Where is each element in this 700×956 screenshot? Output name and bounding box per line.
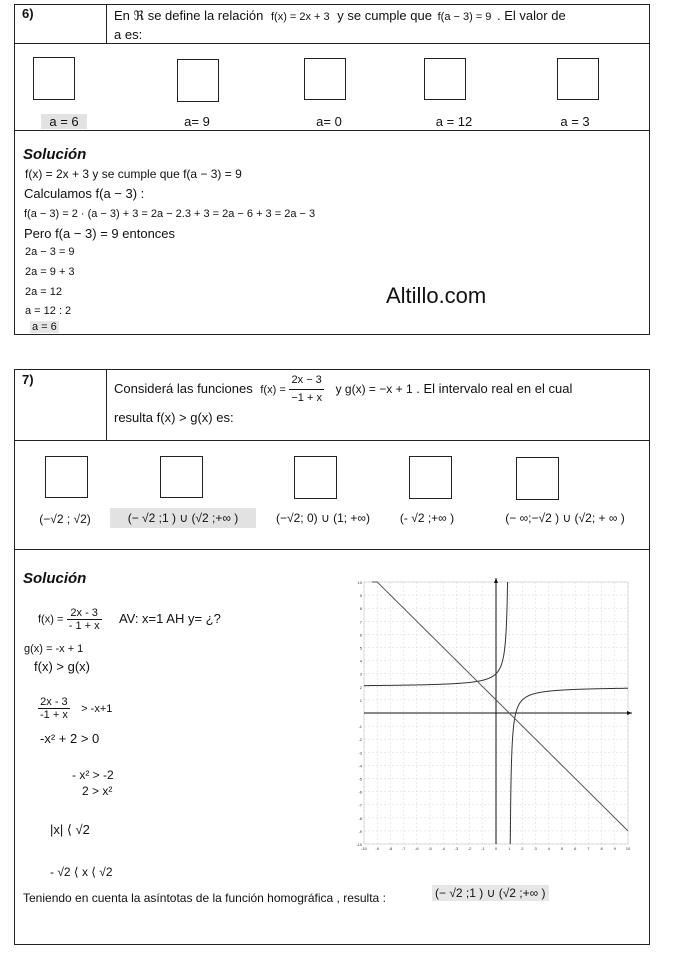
y-tick-label: 6 xyxy=(359,632,362,638)
q7-option-2-label: (− √2 ;1 ) ∪ (√2 ;+∞ ) xyxy=(110,508,256,528)
y-tick-label: -9 xyxy=(358,828,362,834)
q7-option-3-label: (−√2; 0) ∪ (1; +∞) xyxy=(276,511,370,525)
q7-option-4-label: (- √2 ;+∞ ) xyxy=(399,511,455,525)
q7-f-definition xyxy=(38,607,221,632)
q6-option-3-checkbox[interactable] xyxy=(304,58,346,100)
q6-option-4-checkbox[interactable] xyxy=(424,58,466,100)
y-tick-label: -3 xyxy=(358,750,362,756)
q7-option-5-label: (− ∞;−√2 ) ∪ (√2; + ∞ ) xyxy=(505,511,625,525)
y-tick-label: 4 xyxy=(359,658,362,664)
q7-number: 7) xyxy=(22,372,34,387)
y-tick-label: -10 xyxy=(356,842,362,847)
q7-f-numerator2: 2x - 3 xyxy=(67,607,102,620)
q7-option-5-checkbox[interactable] xyxy=(516,457,559,500)
q6-option-5-label: a = 3 xyxy=(560,114,590,129)
graph-ticks xyxy=(356,580,631,851)
y-tick-label: -8 xyxy=(358,815,362,821)
q7-asymptotes: AV: x=1 AH y= ¿? xyxy=(118,610,221,626)
q6-line-6: 2a = 9 + 3 xyxy=(25,266,75,278)
q6-option-5-checkbox[interactable] xyxy=(557,58,599,100)
q7-header-divider xyxy=(106,369,107,441)
x-tick-label: -2 xyxy=(467,846,472,851)
q7-solution-title: Solución xyxy=(23,570,87,587)
q6-text-a: En ℜ se define la relación xyxy=(114,8,264,23)
q7-option-1-checkbox[interactable] xyxy=(45,456,88,498)
q7-ineq5: |x| ⟨ √2 xyxy=(50,822,90,837)
q6-line-9: a = 6 xyxy=(32,321,57,333)
x-tick-label: 0 xyxy=(494,846,498,851)
graph-g-line xyxy=(372,582,628,831)
q6-header-divider xyxy=(106,4,107,44)
y-tick-label: 2 xyxy=(359,684,362,690)
y-tick-label: -2 xyxy=(358,737,362,743)
q6-option-2-label: a= 9 xyxy=(184,114,210,129)
q7-g-text: y g(x) = −x + 1 xyxy=(335,381,413,396)
q6-text-fa: f(a − 3) = 9 xyxy=(437,11,492,23)
x-tick-label: 2 xyxy=(521,846,524,851)
q7-frac3-numerator: 2x - 3 xyxy=(38,696,70,709)
x-tick-label: -6 xyxy=(415,846,419,851)
q6-statement xyxy=(114,7,644,43)
q6-text-b: y se cumple que xyxy=(337,8,432,23)
q7-text-c: resulta f(x) > g(x) es: xyxy=(114,410,234,425)
y-tick-label: 7 xyxy=(359,619,362,625)
y-tick-label: -6 xyxy=(358,789,362,795)
q7-ineq2-rhs: > -x+1 xyxy=(81,702,113,715)
x-tick-label: 9 xyxy=(613,846,616,851)
q6-option-1-checkbox[interactable] xyxy=(33,57,75,100)
q6-line-8: a = 12 : 2 xyxy=(25,305,72,317)
x-tick-label: 3 xyxy=(534,846,537,851)
x-tick-label: -7 xyxy=(401,846,406,851)
y-tick-label: 3 xyxy=(359,671,362,677)
x-tick-label: -10 xyxy=(361,846,367,851)
y-tick-label: -7 xyxy=(358,802,362,808)
x-tick-label: 10 xyxy=(625,846,631,851)
q6-option-1-label: a = 6 xyxy=(41,114,87,129)
q7-option-1-label: (−√2 ; √2) xyxy=(39,512,91,526)
q7-conclusion: Teniendo en cuenta la asíntotas de la función homográfica , resulta : xyxy=(23,891,386,905)
q7-ineq4a: - x² > -2 xyxy=(72,768,114,782)
q7-ineq1: f(x) > g(x) xyxy=(34,659,90,674)
q7-f-numerator: 2x − 3 xyxy=(289,372,324,390)
x-tick-label: 8 xyxy=(600,846,603,851)
q6-option-2-checkbox[interactable] xyxy=(177,59,219,102)
x-tick-label: 5 xyxy=(560,846,564,851)
q7-ineq4b: 2 > x² xyxy=(82,784,113,798)
q7-text-a: Considerá las funciones xyxy=(114,380,253,396)
q7-ineq3: -x² + 2 > 0 xyxy=(40,731,100,746)
x-tick-label: -8 xyxy=(388,846,393,851)
q6-solution-title: Solución xyxy=(23,146,87,163)
q7-g-line: g(x) = -x + 1 xyxy=(24,643,84,655)
x-tick-label: -5 xyxy=(428,846,432,851)
y-tick-label: 9 xyxy=(359,593,362,599)
y-tick-label: -5 xyxy=(358,776,362,782)
q7-ineq6: - √2 ⟨ x ⟨ √2 xyxy=(50,865,113,879)
q7-f-denominator2: - 1 + x xyxy=(68,620,100,632)
x-tick-label: 6 xyxy=(574,846,577,851)
q6-line-2: Calculamos f(a − 3) : xyxy=(24,186,145,201)
q7-answer: (− √2 ;1 ) ∪ (√2 ;+∞ ) xyxy=(432,885,549,901)
q6-number: 6) xyxy=(22,6,34,21)
q7-statement-line1 xyxy=(114,372,644,407)
y-tick-label: -1 xyxy=(358,724,362,730)
function-graph xyxy=(352,576,634,851)
q7-f-label2: f(x) = xyxy=(38,613,64,626)
q6-option-3-label: a= 0 xyxy=(316,114,342,129)
y-tick-label: 5 xyxy=(359,645,362,651)
y-tick-label: 8 xyxy=(359,606,362,612)
q6-line-5: 2a − 3 = 9 xyxy=(25,246,75,258)
q6-line-7: 2a = 12 xyxy=(25,286,63,298)
q7-f-fraction xyxy=(289,372,324,407)
q7-text-b: . El intervalo real en el cual xyxy=(416,380,573,396)
graph-f-right-branch xyxy=(510,688,628,844)
q7-option-2-checkbox[interactable] xyxy=(160,456,203,498)
x-tick-label: -3 xyxy=(454,846,459,851)
q7-f-fraction2 xyxy=(67,607,102,632)
q6-line-1: f(x) = 2x + 3 y se cumple que f(a − 3) = 9 xyxy=(25,167,242,181)
q6-text-f: f(x) = 2x + 3 xyxy=(270,11,330,23)
x-axis-arrow xyxy=(627,711,632,715)
x-tick-label: 7 xyxy=(587,846,590,851)
watermark: Altillo.com xyxy=(386,283,487,308)
y-tick-label: -4 xyxy=(358,763,362,769)
x-tick-label: 4 xyxy=(547,846,550,851)
x-tick-label: -1 xyxy=(481,846,485,851)
q6-line-3: f(a − 3) = 2 · (a − 3) + 3 = 2a − 2.3 + 3 = 2a − 6 + 3 = 2a − 3 xyxy=(24,208,316,220)
y-axis-arrow xyxy=(494,578,498,583)
y-tick-label: 10 xyxy=(357,580,362,585)
x-tick-label: -4 xyxy=(441,846,445,851)
q7-f-label: f(x) = xyxy=(260,383,286,396)
q7-option-3-checkbox[interactable] xyxy=(294,456,337,499)
q6-text-c: . El valor de xyxy=(497,8,566,23)
x-tick-label: 1 xyxy=(508,846,511,851)
q7-option-4-checkbox[interactable] xyxy=(409,456,452,499)
y-tick-label: 1 xyxy=(359,697,362,703)
q6-line-4: Pero f(a − 3) = 9 entonces xyxy=(24,226,176,241)
x-tick-label: -9 xyxy=(375,846,379,851)
q6-text-d: a es: xyxy=(114,27,143,42)
q6-option-4-label: a = 12 xyxy=(435,114,473,129)
q7-ineq2 xyxy=(38,696,112,721)
q7-frac3 xyxy=(38,696,70,721)
graph-f-left-branch xyxy=(364,582,508,686)
q7-frac3-denominator: -1 + x xyxy=(40,709,68,721)
q7-f-denominator: −1 + x xyxy=(291,392,322,404)
graph-axes xyxy=(364,578,632,844)
